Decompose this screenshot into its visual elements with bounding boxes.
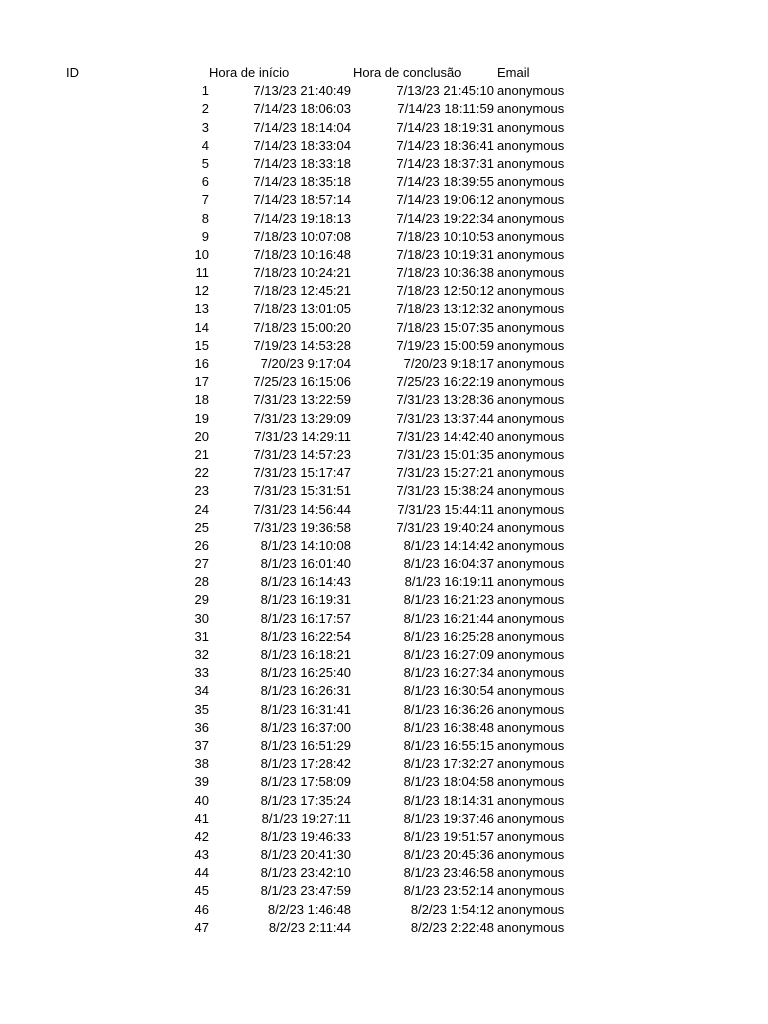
row-start-time-cell: 7/14/23 18:06:03 (253, 101, 351, 117)
row-end-time-cell: 8/1/23 16:27:34 (403, 665, 494, 681)
row-id-cell: 45 (194, 883, 209, 899)
row-id-cell: 23 (194, 483, 209, 499)
row-end-time-cell: 8/1/23 20:45:36 (403, 847, 494, 863)
row-end-time-cell: 7/31/23 14:42:40 (396, 428, 494, 444)
row-email-cell: anonymous (497, 901, 565, 917)
row-start-time-cell: 7/31/23 15:31:51 (253, 483, 351, 499)
table-row (0, 191, 768, 209)
table-row (0, 846, 768, 864)
row-id-cell: 2 (201, 101, 209, 117)
table-row (0, 719, 768, 737)
row-end-time-cell: 8/1/23 16:30:54 (403, 683, 494, 699)
row-end-time-cell: 7/18/23 13:12:32 (396, 301, 494, 317)
row-email-cell: anonymous (497, 210, 565, 226)
row-email-cell: anonymous (497, 610, 565, 626)
row-end-time-cell: 7/18/23 15:07:35 (396, 319, 494, 335)
table-row (0, 119, 768, 137)
row-start-time-cell: 8/1/23 16:01:40 (260, 556, 351, 572)
row-start-time-cell: 7/18/23 12:45:21 (253, 283, 351, 299)
row-id-cell: 38 (194, 756, 209, 772)
row-end-time-cell: 7/14/23 19:06:12 (396, 192, 494, 208)
row-end-time-cell: 8/1/23 16:27:09 (403, 647, 494, 662)
table-row (0, 482, 768, 500)
row-end-time-cell: 8/1/23 16:38:48 (403, 719, 494, 735)
row-id-cell: 43 (194, 847, 209, 863)
row-end-time-cell: 8/1/23 16:21:23 (403, 592, 494, 608)
row-id-cell: 8 (201, 210, 209, 226)
row-start-time-cell: 7/18/23 10:24:21 (253, 265, 351, 281)
row-id-cell: 46 (194, 901, 209, 917)
row-start-time-cell: 7/31/23 13:29:09 (253, 410, 351, 426)
row-email-cell: anonymous (497, 319, 565, 335)
header-email: Email (497, 65, 530, 80)
table-row (0, 810, 768, 828)
table-body (0, 82, 768, 937)
row-end-time-cell: 8/1/23 16:55:15 (403, 737, 494, 753)
table-row (0, 446, 768, 464)
row-id-cell: 19 (194, 410, 209, 426)
row-email-cell: anonymous (497, 501, 565, 517)
header-id: ID (66, 65, 79, 80)
row-start-time-cell: 8/1/23 16:31:41 (260, 701, 351, 717)
row-end-time-cell: 7/14/23 18:39:55 (396, 174, 494, 190)
row-email-cell: anonymous (497, 483, 565, 499)
row-start-time-cell: 8/1/23 19:27:11 (261, 810, 351, 826)
row-id-cell: 41 (194, 810, 209, 826)
row-id-cell: 21 (194, 446, 209, 462)
row-id-cell: 27 (194, 556, 209, 572)
row-email-cell: anonymous (497, 356, 565, 371)
row-email-cell: anonymous (497, 374, 565, 390)
row-start-time-cell: 7/18/23 15:00:20 (253, 319, 351, 335)
row-email-cell: anonymous (497, 337, 565, 353)
table-row (0, 646, 768, 664)
table-row (0, 246, 768, 264)
row-end-time-cell: 7/14/23 18:37:31 (396, 155, 494, 171)
row-id-cell: 40 (194, 792, 209, 808)
table-row (0, 682, 768, 700)
row-end-time-cell: 8/2/23 1:54:12 (410, 901, 494, 917)
row-end-time-cell: 7/14/23 18:19:31 (396, 119, 494, 135)
row-id-cell: 13 (194, 301, 209, 317)
row-start-time-cell: 7/31/23 14:29:11 (254, 428, 351, 444)
table-row (0, 628, 768, 646)
row-start-time-cell: 7/18/23 10:07:08 (253, 228, 351, 244)
table-row (0, 319, 768, 337)
table-row (0, 591, 768, 609)
row-email-cell: anonymous (497, 519, 565, 535)
row-email-cell: anonymous (497, 392, 565, 408)
row-start-time-cell: 8/1/23 16:18:21 (260, 647, 351, 662)
table-row (0, 155, 768, 173)
row-email-cell: anonymous (497, 737, 565, 753)
row-start-time-cell: 8/1/23 20:41:30 (260, 847, 351, 863)
row-start-time-cell: 7/14/23 18:33:04 (253, 137, 351, 153)
row-email-cell: anonymous (497, 647, 565, 662)
row-email-cell: anonymous (497, 792, 565, 808)
table-row (0, 882, 768, 900)
row-start-time-cell: 8/2/23 1:46:48 (267, 901, 351, 917)
row-id-cell: 25 (194, 519, 209, 535)
row-id-cell: 3 (201, 119, 209, 135)
row-end-time-cell: 8/1/23 16:19:11 (404, 574, 494, 590)
row-start-time-cell: 7/18/23 13:01:05 (253, 301, 351, 317)
row-id-cell: 7 (201, 192, 209, 208)
row-email-cell: anonymous (497, 101, 565, 117)
row-id-cell: 11 (195, 265, 209, 281)
row-email-cell: anonymous (497, 192, 565, 208)
row-end-time-cell: 8/1/23 23:52:14 (403, 883, 494, 899)
row-start-time-cell: 8/1/23 14:10:08 (260, 537, 351, 553)
row-email-cell: anonymous (497, 883, 565, 899)
row-email-cell: anonymous (497, 847, 565, 863)
row-email-cell: anonymous (497, 265, 565, 281)
row-start-time-cell: 7/14/23 19:18:13 (253, 210, 351, 226)
row-id-cell: 42 (194, 828, 209, 844)
row-start-time-cell: 8/1/23 23:42:10 (260, 865, 351, 881)
table-row (0, 537, 768, 555)
row-end-time-cell: 7/31/23 13:28:36 (396, 392, 494, 408)
row-email-cell: anonymous (497, 628, 565, 644)
row-id-cell: 44 (194, 865, 209, 881)
table-row (0, 773, 768, 791)
row-id-cell: 31 (194, 628, 209, 644)
spreadsheet-table (0, 64, 768, 937)
row-email-cell: anonymous (497, 228, 565, 244)
row-start-time-cell: 7/31/23 14:57:23 (253, 446, 351, 462)
table-row (0, 610, 768, 628)
row-email-cell: anonymous (497, 246, 565, 262)
row-end-time-cell: 7/20/23 9:18:17 (403, 356, 494, 371)
row-end-time-cell: 7/31/23 19:40:24 (396, 519, 494, 535)
table-row (0, 792, 768, 810)
row-email-cell: anonymous (497, 719, 565, 735)
row-id-cell: 30 (194, 610, 209, 626)
table-row (0, 282, 768, 300)
row-end-time-cell: 7/13/23 21:45:10 (396, 83, 494, 99)
table-row (0, 82, 768, 100)
row-start-time-cell: 7/19/23 14:53:28 (253, 337, 351, 353)
row-id-cell: 14 (194, 319, 209, 335)
table-row (0, 555, 768, 573)
table-row (0, 373, 768, 391)
table-row (0, 428, 768, 446)
row-id-cell: 6 (201, 174, 209, 190)
row-start-time-cell: 8/1/23 17:28:42 (260, 756, 351, 772)
row-end-time-cell: 7/14/23 19:22:34 (396, 210, 494, 226)
row-id-cell: 32 (194, 647, 209, 662)
row-end-time-cell: 7/18/23 10:36:38 (396, 265, 494, 281)
row-id-cell: 47 (194, 919, 209, 935)
row-email-cell: anonymous (497, 428, 565, 444)
row-id-cell: 18 (194, 392, 209, 408)
row-email-cell: anonymous (497, 465, 565, 481)
row-end-time-cell: 8/1/23 23:46:58 (403, 865, 494, 881)
row-email-cell: anonymous (497, 865, 565, 881)
row-start-time-cell: 7/31/23 19:36:58 (253, 519, 351, 535)
row-start-time-cell: 7/14/23 18:35:18 (253, 174, 351, 190)
table-row (0, 210, 768, 228)
row-email-cell: anonymous (497, 665, 565, 681)
table-row (0, 828, 768, 846)
row-end-time-cell: 7/14/23 18:11:59 (397, 101, 494, 117)
row-id-cell: 28 (194, 574, 209, 590)
row-start-time-cell: 8/1/23 16:14:43 (260, 574, 351, 590)
row-id-cell: 20 (194, 428, 209, 444)
row-email-cell: anonymous (497, 446, 565, 462)
row-id-cell: 15 (194, 337, 209, 353)
row-id-cell: 17 (194, 374, 209, 390)
row-id-cell: 34 (194, 683, 209, 699)
header-end-time: Hora de conclusão (353, 65, 462, 80)
row-email-cell: anonymous (497, 756, 565, 772)
row-email-cell: anonymous (497, 119, 565, 135)
row-end-time-cell: 7/19/23 15:00:59 (396, 337, 494, 353)
table-row (0, 264, 768, 282)
row-end-time-cell: 8/1/23 14:14:42 (403, 537, 494, 553)
row-start-time-cell: 7/31/23 13:22:59 (253, 392, 351, 408)
row-id-cell: 39 (194, 774, 209, 790)
row-end-time-cell: 8/1/23 16:04:37 (403, 556, 494, 572)
table-row (0, 100, 768, 118)
row-start-time-cell: 8/1/23 17:35:24 (260, 792, 351, 808)
table-row (0, 737, 768, 755)
row-start-time-cell: 7/14/23 18:57:14 (253, 192, 351, 208)
row-end-time-cell: 7/31/23 15:38:24 (396, 483, 494, 499)
row-id-cell: 5 (201, 155, 209, 171)
row-end-time-cell: 8/1/23 17:32:27 (403, 756, 494, 772)
row-end-time-cell: 8/2/23 2:22:48 (410, 919, 494, 935)
row-id-cell: 24 (194, 501, 209, 517)
table-header-row (0, 64, 768, 82)
row-email-cell: anonymous (497, 592, 565, 608)
row-start-time-cell: 7/14/23 18:14:04 (253, 119, 351, 135)
row-id-cell: 33 (194, 665, 209, 681)
row-id-cell: 22 (194, 465, 209, 481)
row-start-time-cell: 7/25/23 16:15:06 (253, 374, 351, 390)
row-id-cell: 1 (201, 83, 209, 99)
row-start-time-cell: 8/1/23 17:58:09 (260, 774, 351, 790)
row-end-time-cell: 8/1/23 19:37:46 (403, 810, 494, 826)
row-email-cell: anonymous (497, 174, 565, 190)
table-row (0, 573, 768, 591)
table-row (0, 919, 768, 937)
row-end-time-cell: 7/31/23 15:44:11 (397, 501, 494, 517)
row-start-time-cell: 7/18/23 10:16:48 (253, 246, 351, 262)
table-row (0, 410, 768, 428)
row-email-cell: anonymous (497, 828, 565, 844)
row-start-time-cell: 8/1/23 16:26:31 (260, 683, 351, 699)
table-row (0, 173, 768, 191)
row-end-time-cell: 7/14/23 18:36:41 (396, 137, 494, 153)
row-email-cell: anonymous (497, 683, 565, 699)
row-end-time-cell: 8/1/23 16:36:26 (403, 701, 494, 717)
row-id-cell: 9 (201, 228, 209, 244)
row-start-time-cell: 8/1/23 16:19:31 (260, 592, 351, 608)
row-id-cell: 26 (194, 537, 209, 553)
row-id-cell: 16 (194, 356, 209, 371)
row-id-cell: 35 (194, 701, 209, 717)
row-end-time-cell: 7/25/23 16:22:19 (396, 374, 494, 390)
row-email-cell: anonymous (497, 810, 565, 826)
row-email-cell: anonymous (497, 301, 565, 317)
table-row (0, 391, 768, 409)
row-email-cell: anonymous (497, 137, 565, 153)
row-start-time-cell: 8/1/23 23:47:59 (260, 883, 351, 899)
row-start-time-cell: 8/1/23 19:46:33 (260, 828, 351, 844)
table-row (0, 519, 768, 537)
row-email-cell: anonymous (497, 155, 565, 171)
row-email-cell: anonymous (497, 537, 565, 553)
row-email-cell: anonymous (497, 83, 565, 99)
row-email-cell: anonymous (497, 556, 565, 572)
row-start-time-cell: 8/1/23 16:37:00 (260, 719, 351, 735)
row-start-time-cell: 8/1/23 16:22:54 (260, 628, 351, 644)
row-id-cell: 29 (194, 592, 209, 608)
row-start-time-cell: 7/13/23 21:40:49 (253, 83, 351, 99)
row-email-cell: anonymous (497, 701, 565, 717)
row-id-cell: 12 (194, 283, 209, 299)
row-end-time-cell: 8/1/23 18:04:58 (403, 774, 494, 790)
table-row (0, 701, 768, 719)
row-start-time-cell: 8/1/23 16:25:40 (260, 665, 351, 681)
row-id-cell: 4 (201, 137, 209, 153)
header-start-time: Hora de início (209, 65, 290, 80)
row-start-time-cell: 8/2/23 2:11:44 (268, 919, 351, 935)
table-row (0, 300, 768, 318)
table-row (0, 901, 768, 919)
row-start-time-cell: 8/1/23 16:17:57 (260, 610, 351, 626)
row-start-time-cell: 7/20/23 9:17:04 (260, 356, 351, 371)
row-end-time-cell: 7/31/23 13:37:44 (396, 410, 494, 426)
row-email-cell: anonymous (497, 283, 565, 299)
row-end-time-cell: 8/1/23 19:51:57 (403, 828, 494, 844)
row-id-cell: 37 (194, 737, 209, 753)
row-email-cell: anonymous (497, 574, 565, 590)
row-end-time-cell: 7/31/23 15:01:35 (396, 446, 494, 462)
table-row (0, 137, 768, 155)
table-row (0, 337, 768, 355)
row-id-cell: 10 (194, 246, 209, 262)
row-start-time-cell: 7/31/23 15:17:47 (253, 465, 351, 481)
table-row (0, 501, 768, 519)
row-email-cell: anonymous (497, 774, 565, 790)
row-start-time-cell: 7/14/23 18:33:18 (253, 155, 351, 171)
row-id-cell: 36 (194, 719, 209, 735)
row-end-time-cell: 8/1/23 16:21:44 (403, 610, 494, 626)
row-end-time-cell: 8/1/23 16:25:28 (403, 628, 494, 644)
table-row (0, 355, 768, 373)
row-end-time-cell: 8/1/23 18:14:31 (403, 792, 494, 808)
table-row (0, 864, 768, 882)
row-start-time-cell: 7/31/23 14:56:44 (253, 501, 351, 517)
row-email-cell: anonymous (497, 919, 565, 935)
row-email-cell: anonymous (497, 410, 565, 426)
table-row (0, 464, 768, 482)
row-end-time-cell: 7/18/23 10:19:31 (396, 246, 494, 262)
row-end-time-cell: 7/18/23 10:10:53 (396, 228, 494, 244)
row-end-time-cell: 7/31/23 15:27:21 (396, 465, 494, 481)
table-row (0, 664, 768, 682)
row-end-time-cell: 7/18/23 12:50:12 (396, 283, 494, 299)
table-row (0, 228, 768, 246)
row-start-time-cell: 8/1/23 16:51:29 (260, 737, 351, 753)
table-row (0, 755, 768, 773)
